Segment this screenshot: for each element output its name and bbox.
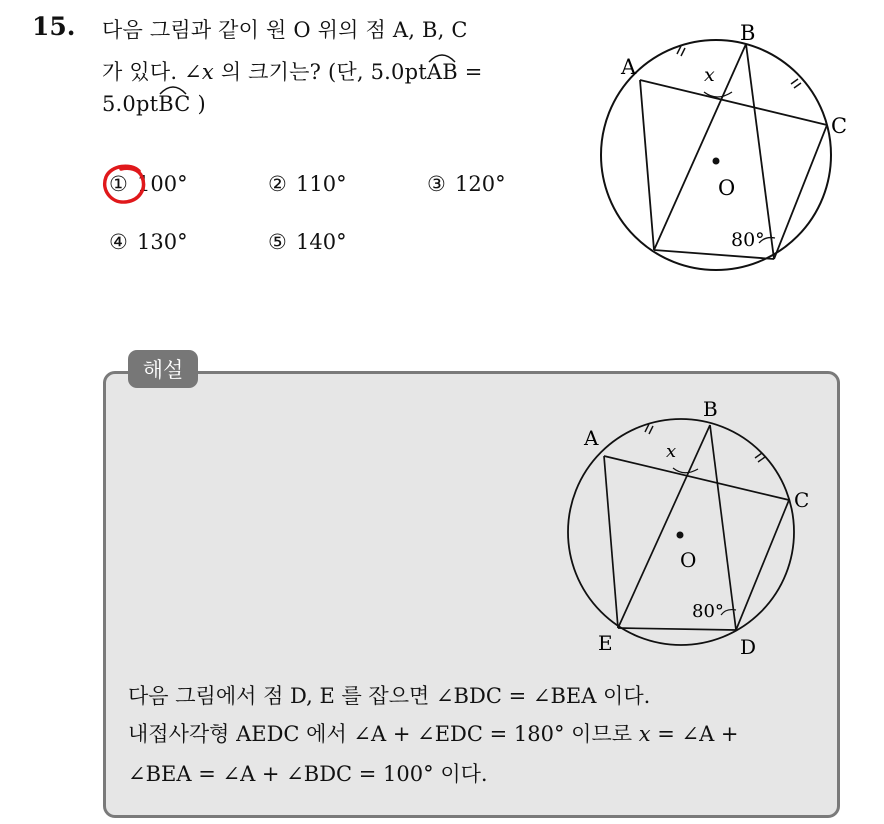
choice-1-number: ① <box>109 172 128 196</box>
choice-5[interactable] <box>268 230 347 254</box>
sol-label-b: B <box>703 397 718 421</box>
sol-label-e: E <box>598 631 613 655</box>
question-text-line2: 가 있다. ∠x 의 크기는? (단, 5.0pt AB = <box>102 56 483 86</box>
question-text-line3: 5.0pt BC ) <box>102 92 206 116</box>
question-number: 15. <box>32 12 76 41</box>
sol-label-a: A <box>584 426 599 450</box>
arc-bc: BC <box>158 92 190 116</box>
solution-tab: 해설 <box>128 350 198 388</box>
sol-label-o: O <box>680 548 697 572</box>
choice-2[interactable] <box>268 172 347 196</box>
choice-2-number: ② <box>268 172 287 196</box>
question-text-line1: 다음 그림과 같이 원 O 위의 점 A, B, C <box>102 18 468 42</box>
label-angle-80: 80° <box>731 229 765 251</box>
sol-label-x: x <box>666 441 677 462</box>
label-b: B <box>740 21 756 45</box>
choice-1-label: 100° <box>137 172 188 196</box>
choice-4-label: 130° <box>137 230 188 254</box>
answer-mark-icon <box>101 163 151 207</box>
choice-3-number: ③ <box>427 172 446 196</box>
label-x: x <box>704 64 715 86</box>
choice-4-number: ④ <box>109 230 128 254</box>
solution-line2: 내접사각형 AEDC 에서 ∠A + ∠EDC = 180° 이므로 x = ∠A + <box>128 722 739 746</box>
sol-label-c: C <box>794 488 810 512</box>
arc-ab: AB <box>427 60 458 84</box>
solution-figure <box>556 392 816 662</box>
solution-line1: 다음 그림에서 점 D, E 를 잡으면 ∠BDC = ∠BEA 이다. <box>128 684 651 708</box>
choice-4[interactable] <box>109 230 188 254</box>
circle-figure <box>593 18 863 273</box>
solution-line3: ∠BEA = ∠A + ∠BDC = 100° 이다. <box>128 762 488 786</box>
choice-3[interactable] <box>427 172 506 196</box>
label-c: C <box>831 114 848 138</box>
label-a: A <box>621 55 637 79</box>
sol-label-angle-80: 80° <box>692 601 724 622</box>
choice-3-label: 120° <box>455 172 506 196</box>
sol-label-d: D <box>740 635 757 659</box>
label-o: O <box>718 176 736 200</box>
choice-5-number: ⑤ <box>268 230 287 254</box>
choice-2-label: 110° <box>296 172 347 196</box>
choice-5-label: 140° <box>296 230 347 254</box>
